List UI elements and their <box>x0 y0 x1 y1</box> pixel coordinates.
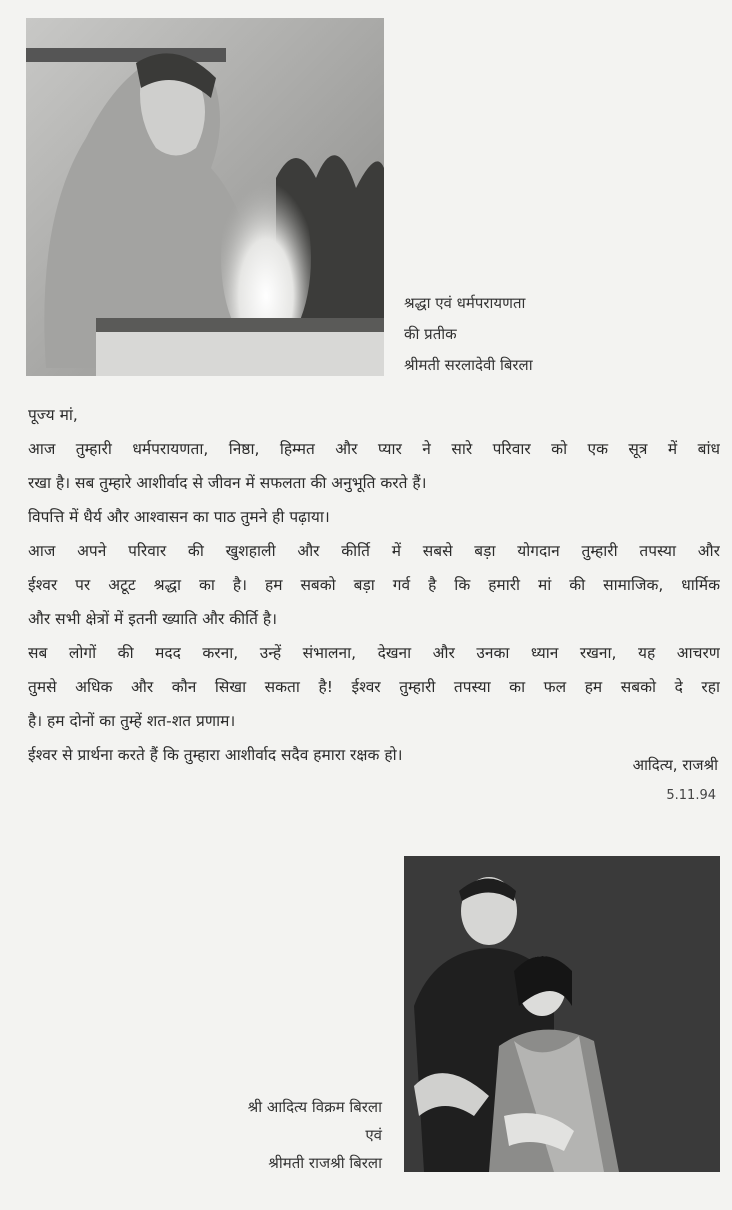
caption-line: श्री आदित्य विक्रम बिरला <box>247 1098 382 1116</box>
letter-line: विपत्ति में धैर्य और आश्वासन का पाठ तुमने ही पढ़ाया। <box>28 508 330 526</box>
letter-line: सब लोगों की मदद करना, उन्हें संभालना, देखना और उनका ध्यान रखना, यह आचरण <box>28 644 720 662</box>
letter-line: आज अपने परिवार की खुशहाली और कीर्ति में सबसे बड़ा योगदान तुम्हारी तपस्या और <box>28 542 720 560</box>
letter-line: आज तुम्हारी धर्मपरायणता, निष्ठा, हिम्मत और प्यार ने सारे परिवार को एक सूत्र में बांध <box>28 440 720 458</box>
letter-line: है। हम दोनों का तुम्हें शत-शत प्रणाम। <box>28 712 236 730</box>
letter-line: ईश्वर पर अटूट श्रद्धा का है। हम सबको बड़ा गर्व है कि हमारी मां की सामाजिक, धार्मिक <box>28 576 720 594</box>
letter-line: ईश्वर से प्रार्थना करते हैं कि तुम्हारा आशीर्वाद सदैव हमारा रक्षक हो। <box>28 746 403 764</box>
letter-date: 5.11.94 <box>666 788 716 803</box>
caption-line: श्रद्धा एवं धर्मपरायणता <box>404 294 526 312</box>
letter-line: और सभी क्षेत्रों में इतनी ख्याति और कीर्ति है। <box>28 610 278 628</box>
letter-body <box>28 398 720 772</box>
letter-line: रखा है। सब तुम्हारे आशीर्वाद से जीवन में सफलता की अनुभूति करते हैं। <box>28 474 427 492</box>
caption-line: की प्रतीक <box>404 325 457 343</box>
havan-photo <box>26 18 384 376</box>
bottom-photo-caption <box>150 1093 382 1177</box>
top-photo-caption <box>404 288 533 381</box>
letter-salutation: पूज्य मां, <box>28 406 78 424</box>
caption-line: श्रीमती सरलादेवी बिरला <box>404 356 533 374</box>
couple-photo <box>404 856 720 1172</box>
letter-line: तुमसे अधिक और कौन सिखा सकता है! ईश्वर तुम्हारी तपस्या का फल हम सबको दे रहा <box>28 678 720 696</box>
caption-line: एवं <box>365 1126 382 1144</box>
letter-signature: आदित्य, राजश्री <box>632 756 718 774</box>
caption-line: श्रीमती राजश्री बिरला <box>268 1154 382 1172</box>
